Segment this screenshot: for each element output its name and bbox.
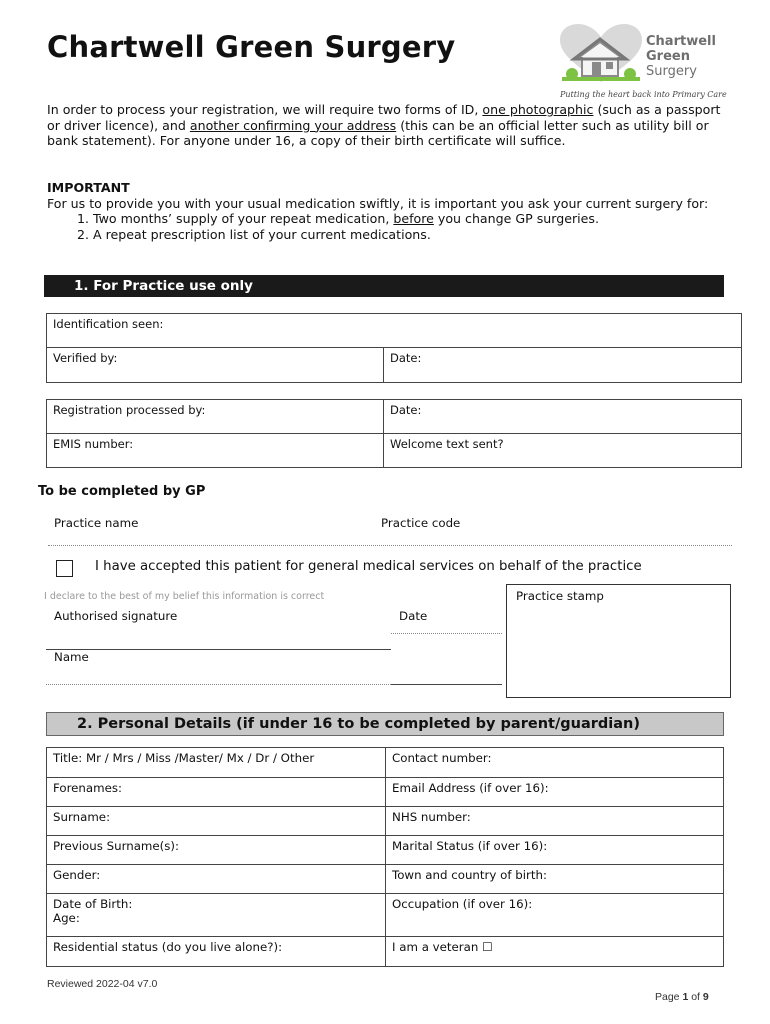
intro-underline-photographic: one photographic (482, 102, 594, 117)
occupation-field[interactable]: Occupation (if over 16): (386, 894, 724, 937)
verified-date-field[interactable]: Date: (384, 348, 742, 383)
gender-field[interactable]: Gender: (47, 865, 386, 894)
identification-seen-field[interactable]: Identification seen: (47, 314, 742, 348)
title-field[interactable]: Title: Mr / Mrs / Miss /Master/ Mx / Dr / Other (47, 748, 386, 778)
practice-stamp-label: Practice stamp (516, 589, 604, 603)
page-number: Page 1 of 9 (655, 991, 709, 1003)
logo-line2: Green (646, 49, 690, 64)
practice-use-table-1 (46, 313, 742, 383)
footer-reviewed: Reviewed 2022-04 v7.0 (47, 978, 158, 990)
forenames-field[interactable]: Forenames: (47, 778, 386, 807)
nhs-number-field[interactable]: NHS number: (386, 807, 724, 836)
important-heading: IMPORTANT (47, 180, 130, 195)
logo-line3: Surgery (646, 64, 697, 79)
page-title: Chartwell Green Surgery (47, 30, 456, 64)
dob-age-field[interactable]: Date of Birth: Age: (47, 894, 386, 937)
emis-number-field[interactable]: EMIS number: (47, 434, 384, 468)
name-line[interactable] (46, 684, 391, 685)
name-label: Name (54, 650, 89, 664)
section1-header: 1. For Practice use only (44, 275, 724, 297)
previous-surname-field[interactable]: Previous Surname(s): (47, 836, 386, 865)
list-item: 2. A repeat prescription list of your current medications. (93, 227, 722, 243)
gp-section-heading: To be completed by GP (38, 484, 206, 499)
signature-line[interactable] (46, 649, 391, 650)
intro-text: (such as a passport or driver licence), and (47, 102, 721, 133)
important-list (47, 211, 722, 242)
logo-line1: Chartwell (646, 34, 716, 49)
declaration-faint-text: I declare to the best of my belief this information is correct (44, 591, 325, 602)
email-field[interactable]: Email Address (if over 16): (386, 778, 724, 807)
verified-by-field[interactable]: Verified by: (47, 348, 384, 383)
registration-date-field[interactable]: Date: (384, 400, 742, 434)
registration-processed-field[interactable]: Registration processed by: (47, 400, 384, 434)
intro-text: In order to process your registration, we will require two forms of ID, (47, 102, 483, 117)
veteran-field[interactable]: I am a veteran ☐ (386, 937, 724, 967)
authorised-signature-label: Authorised signature (54, 609, 178, 623)
residential-status-field[interactable]: Residential status (do you live alone?): (47, 937, 386, 967)
important-text: For us to provide you with your usual medication swiftly, it is important you ask your current surgery for: (47, 195, 709, 211)
practice-code-label: Practice code (381, 516, 461, 530)
intro-paragraph (47, 102, 722, 149)
house-heart-logo-icon (556, 24, 646, 86)
date-line[interactable] (391, 633, 502, 634)
practice-name-label: Practice name (54, 516, 139, 530)
important-notice (47, 180, 722, 242)
contact-number-field[interactable]: Contact number: (386, 748, 724, 778)
date-label: Date (399, 609, 428, 623)
personal-details-table (46, 747, 724, 967)
intro-underline-address: another confirming your address (189, 117, 397, 133)
list-item: 1. Two months’ supply of your repeat medication, before you change GP surgeries. (93, 211, 722, 227)
accept-statement: I have accepted this patient for general medical services on behalf of the practice (95, 559, 642, 574)
section2-header: 2. Personal Details (if under 16 to be completed by parent/guardian) (46, 712, 724, 736)
accept-patient-checkbox[interactable] (56, 560, 73, 577)
intro-text: (this can be an official letter such as utility bill or bank statement). For anyone under 16, a copy of their birth certificate will suffice. (47, 117, 709, 148)
logo-tagline: Putting the heart back into Primary Care (560, 90, 727, 99)
practice-stamp-box[interactable] (506, 584, 731, 698)
date-underline (391, 684, 502, 685)
marital-status-field[interactable]: Marital Status (if over 16): (386, 836, 724, 865)
surname-field[interactable]: Surname: (47, 807, 386, 836)
practice-use-table-2 (46, 399, 742, 468)
welcome-text-field[interactable]: Welcome text sent? (384, 434, 742, 468)
practice-line[interactable] (48, 545, 732, 546)
town-country-birth-field[interactable]: Town and country of birth: (386, 865, 724, 894)
